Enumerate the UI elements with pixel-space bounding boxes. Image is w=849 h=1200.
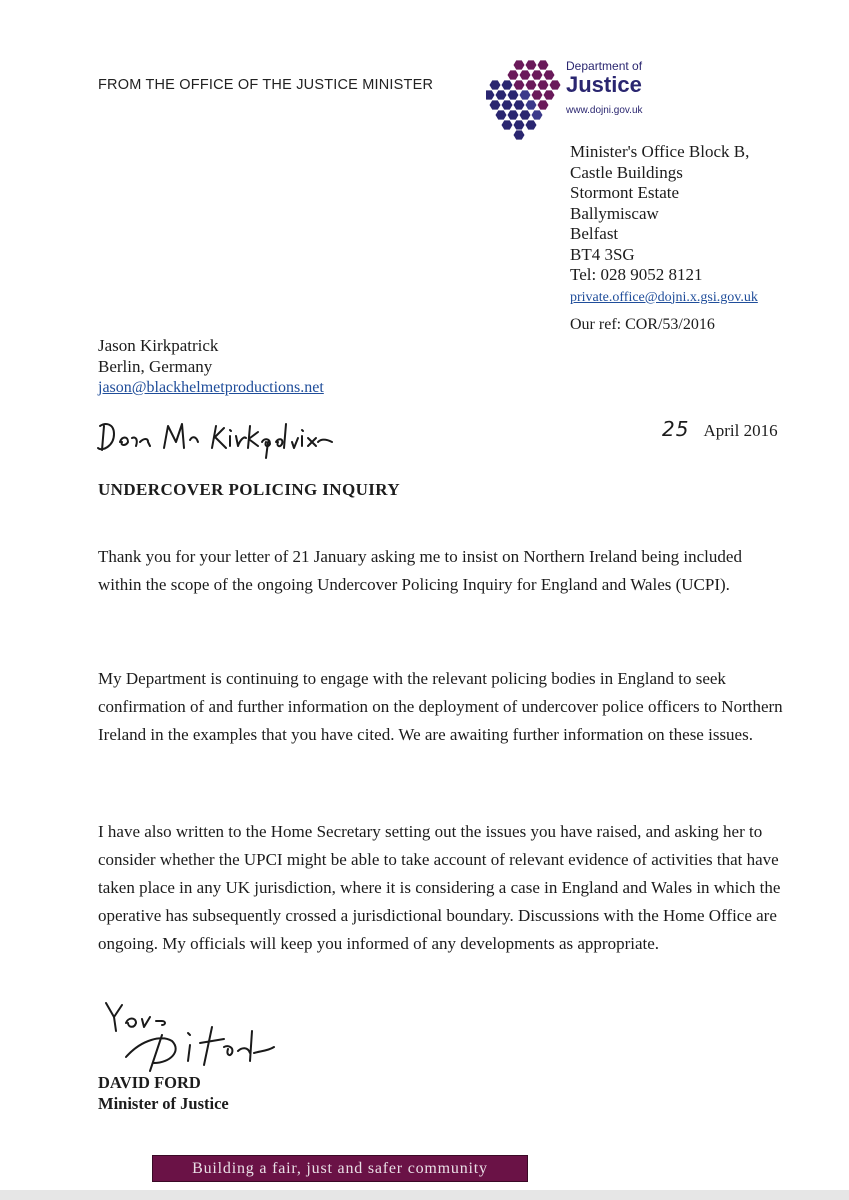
footer-banner — [152, 1155, 528, 1182]
handwritten-salutation — [92, 412, 342, 462]
address-line: Belfast — [570, 224, 619, 243]
logo-url: www.dojni.gov.uk — [566, 105, 643, 117]
signatory-name: DAVID FORD — [98, 1073, 201, 1092]
letter-date — [662, 417, 778, 441]
paragraph-text: My Department is continuing to engage with the relevant policing bodies in England to seek confirmation of and further information on the deployment of undercover police officers to Northern Ireland in the examples that you have cited. We are awaiting further information on these issues. — [98, 669, 783, 744]
signatory-block — [98, 1072, 229, 1114]
body-paragraph-3 — [98, 818, 788, 958]
address-line: Ballymiscaw — [570, 203, 659, 223]
paragraph-text: Thank you for your letter of 21 January asking me to insist on Northern Ireland being included within the scope of the ongoing Undercover Policing Inquiry for England and Wales (UCPI). — [98, 547, 742, 594]
address-line: Minister's Office Block B, — [570, 142, 750, 161]
our-reference: Our ref: COR/53/2016 — [570, 316, 715, 333]
telephone-line: Tel: 028 9052 8121 — [570, 265, 703, 284]
recipient-name: Jason Kirkpatrick — [98, 336, 219, 355]
sender-email-link[interactable]: private.office@dojni.x.gsi.gov.uk — [570, 289, 758, 305]
handwritten-day: 25 — [662, 417, 690, 441]
hexagon-cluster-icon — [486, 56, 566, 140]
handwritten-signature — [92, 995, 282, 1075]
logo-department-label: Department of — [566, 59, 643, 73]
sender-address — [570, 142, 758, 308]
logo-justice-label: Justice — [566, 72, 642, 98]
recipient-block — [98, 336, 324, 399]
address-line: Castle Buildings — [570, 162, 683, 182]
department-logo — [486, 56, 806, 146]
footer-slogan: Building a fair, just and safer community — [192, 1160, 488, 1177]
recipient-location: Berlin, Germany — [98, 356, 213, 376]
date-month-year: April 2016 — [703, 421, 778, 440]
recipient-email-link[interactable]: jason@blackhelmetproductions.net — [98, 379, 324, 396]
paragraph-text: I have also written to the Home Secretary setting out the issues you have raised, and asking her to consider whether the UPCI might be able to take account of relevant evidence of activities that have taken place in any UK jurisdiction, where it is considering a case in England and Wales in which the operative has subsequently crossed a jurisdictional boundary. Discussions with the Home Office are ongoing. My officials will keep you informed of any developments as appropriate. — [98, 822, 781, 953]
letter-subject: UNDERCOVER POLICING INQUIRY — [98, 480, 401, 499]
address-line: BT4 3SG — [570, 244, 635, 264]
signatory-title: Minister of Justice — [98, 1094, 229, 1113]
scan-edge — [0, 1190, 849, 1200]
body-paragraph-2 — [98, 665, 788, 749]
address-line: Stormont Estate — [570, 183, 680, 202]
body-paragraph-1 — [98, 543, 788, 599]
office-header: FROM THE OFFICE OF THE JUSTICE MINISTER — [98, 77, 434, 93]
logo-text — [566, 56, 643, 116]
